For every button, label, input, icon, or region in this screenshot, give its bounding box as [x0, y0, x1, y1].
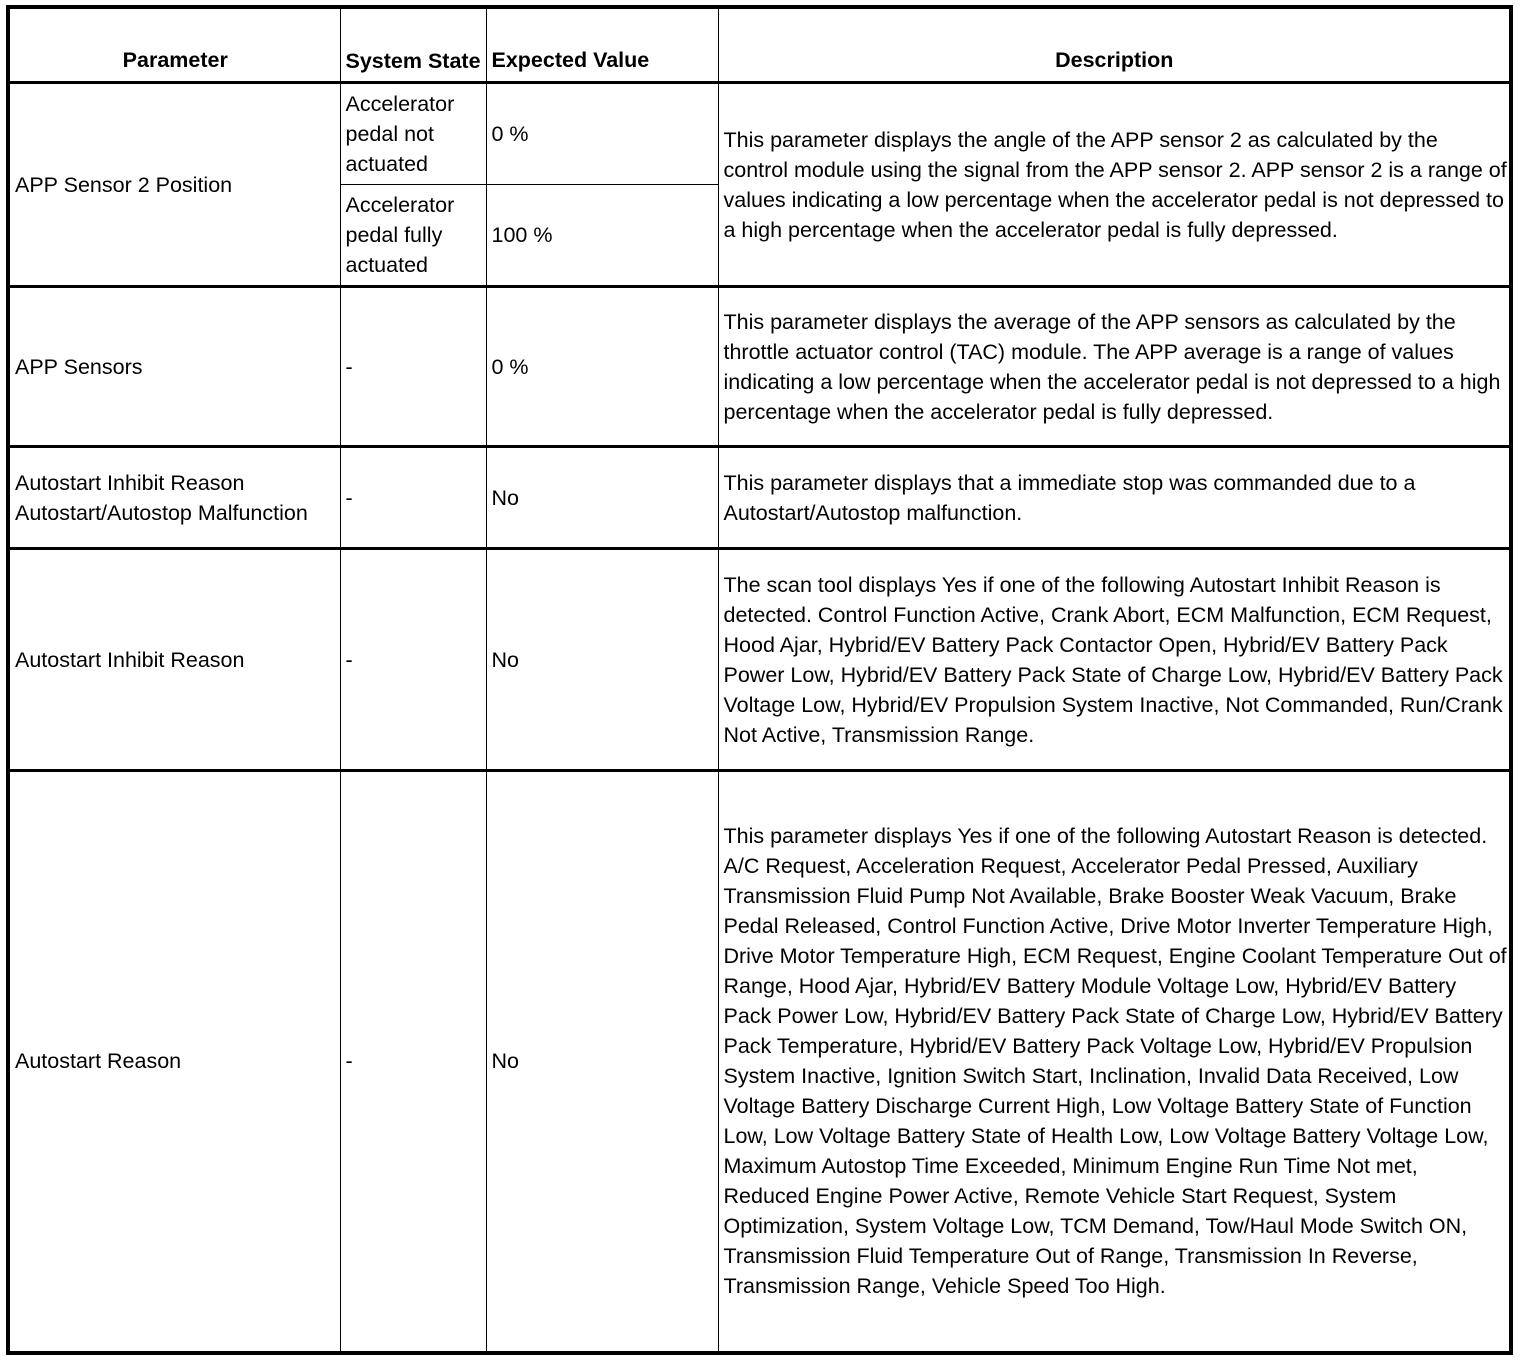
- table-row: [8, 287, 1511, 447]
- header-system-state: System State: [340, 7, 486, 83]
- expected-value-cell: 0 %: [486, 83, 718, 185]
- parameter-cell: Autostart Inhibit Reason: [8, 549, 340, 771]
- scan-tool-data-table-container: [6, 5, 1509, 1355]
- parameter-cell: APP Sensor 2 Position: [8, 83, 340, 287]
- table-row: [8, 447, 1511, 549]
- system-state-cell: Accelerator pedal fully actuated: [340, 185, 486, 287]
- system-state-cell: Accelerator pedal not actuated: [340, 83, 486, 185]
- header-expected-value: Expected Value: [486, 7, 718, 83]
- table-row: [8, 83, 1511, 185]
- description-cell: This parameter displays the average of the APP sensors as calculated by the throttle actuator control (TAC) module. The APP average is a range of values indicating a low percentage when the accelerator pedal is not depressed to a high percentage when the accelerator pedal is fully depressed.: [718, 287, 1511, 447]
- expected-value-cell: No: [486, 549, 718, 771]
- description-cell: This parameter displays the angle of the APP sensor 2 as calculated by the control module using the signal from the APP sensor 2. APP sensor 2 is a range of values indicating a low percentage when the accelerator pedal is not depressed to a high percentage when the accelerator pedal is fully depressed.: [718, 83, 1511, 287]
- header-row: [8, 7, 1511, 83]
- header-description: Description: [718, 7, 1511, 83]
- description-cell: This parameter displays that a immediate stop was commanded due to a Autostart/Autostop malfunction.: [718, 447, 1511, 549]
- description-cell: The scan tool displays Yes if one of the following Autostart Inhibit Reason is detected. Control Function Active, Crank Abort, ECM Malfunction, ECM Request, Hood Ajar, Hybrid/EV Battery Pack Contactor Open, Hybrid/EV Battery Pack Power Low, Hybrid/EV Battery Pack State of Charge Low, Hybrid/EV Battery Pack Voltage Low, Hybrid/EV Propulsion System Inactive, Not Commanded, Run/Crank Not Active, Transmission Range.: [718, 549, 1511, 771]
- description-cell: This parameter displays Yes if one of the following Autostart Reason is detected. A/C Request, Acceleration Request, Accelerator Pedal Pressed, Auxiliary Transmission Fluid Pump Not Available, Brake Booster Weak Vacuum, Brake Pedal Released, Control Function Active, Drive Motor Inverter Temperature High, Drive Motor Temperature High, ECM Request, Engine Coolant Temperature Out of Range, Hood Ajar, Hybrid/EV Battery Module Voltage Low, Hybrid/EV Battery Pack Power Low, Hybrid/EV Battery Pack State of Charge Low, Hybrid/EV Battery Pack Temperature, Hybrid/EV Battery Pack Voltage Low, Hybrid/EV Propulsion System Inactive, Ignition Switch Start, Inclination, Invalid Data Received, Low Voltage Battery Discharge Current High, Low Voltage Battery State of Function Low, Low Voltage Battery State of Health Low, Low Voltage Battery Voltage Low, Maximum Autostop Time Exceeded, Minimum Engine Run Time Not met, Reduced Engine Power Active, Remote Vehicle Start Request, System Optimization, System Voltage Low, TCM Demand, Tow/Haul Mode Switch ON, Transmission Fluid Temperature Out of Range, Transmission In Reverse, Transmission Range, Vehicle Speed Too High.: [718, 771, 1511, 1353]
- table-row: [8, 549, 1511, 771]
- system-state-cell: -: [340, 549, 486, 771]
- system-state-cell: -: [340, 771, 486, 1353]
- parameter-cell: Autostart Inhibit Reason Autostart/Autostop Malfunction: [8, 447, 340, 549]
- system-state-cell: -: [340, 447, 486, 549]
- expected-value-cell: No: [486, 771, 718, 1353]
- header-parameter: Parameter: [8, 7, 340, 83]
- parameter-cell: Autostart Reason: [8, 771, 340, 1353]
- system-state-cell: -: [340, 287, 486, 447]
- scan-tool-data-table: [6, 5, 1513, 1355]
- table-row: [8, 771, 1511, 1353]
- parameter-cell: APP Sensors: [8, 287, 340, 447]
- expected-value-cell: 100 %: [486, 185, 718, 287]
- expected-value-cell: 0 %: [486, 287, 718, 447]
- expected-value-cell: No: [486, 447, 718, 549]
